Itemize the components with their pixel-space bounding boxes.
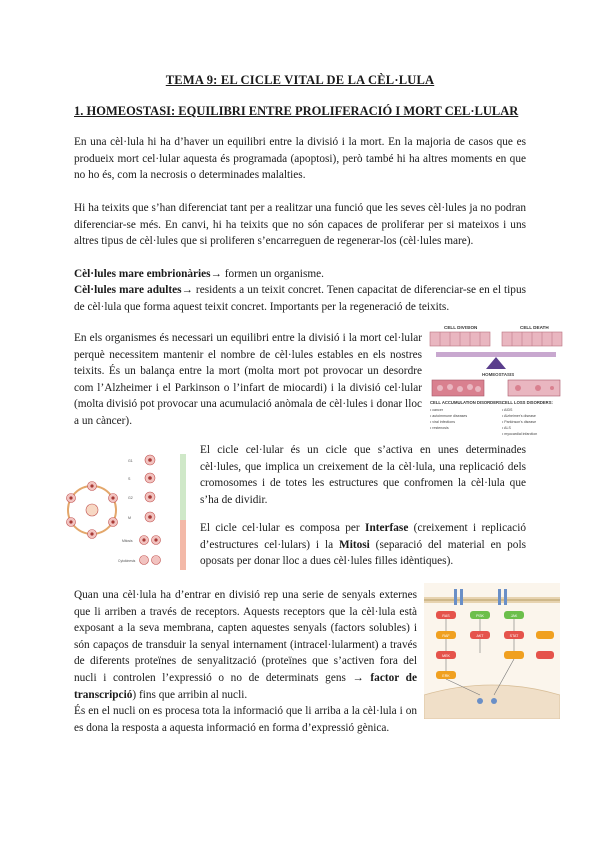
page-title: TEMA 9: EL CICLE VITAL DE LA CÈL·LULA (165, 73, 435, 87)
text-cicle-e: (separació del material en pols oposats per donar lloc a dues cèl·lules filles idèntiques). (200, 538, 526, 568)
receptor (460, 589, 463, 605)
pathway-label: MEK (442, 654, 450, 658)
paragraph-equilibri: En una cèl·lula hi ha d’haver un equilibri entre la divisió i la mort. En la majoria de casos que es produeix mort cel·lular aquesta és programada (apoptosi), però també hi ha altres moments en que no ho és, com la necrosis o determinades malalties. (74, 136, 526, 182)
label-homeostasis: HOMEOSTASIS (482, 372, 515, 377)
term-mitosi: Mitosi (339, 538, 370, 551)
term-factor-transcripcio: factor de transcripció (74, 671, 417, 701)
section-heading: 1. HOMEOSTASI: EQUILIBRI ENTRE PROLIFERACIÓ I MORT CEL·LULAR (74, 104, 519, 118)
paragraph-balanca: En els organismes és necessari un equilibri entre la divisió i la mort cel·lular perquè necessitem mantenir el nombre de cèl·lules estables en els nostres teixits. És un balança entre la mort (molta mort pot provocar un desordre com l’Alzheimer i el Parkinson o l’infart de miocardi) i la divisió cel·lular (molta divisió pot provocar una acumulació anòmala de cèl·lules i donar lloc a un càncer). (74, 332, 422, 427)
term-embrionaries: Cèl·lules mare embrionàries (74, 268, 211, 280)
stage-column (140, 454, 187, 570)
text-adultes: → residents a un teixit concret. Tenen capacitat de diferenciar-se en el tipus de cèl·lula que forma aquest teixit concret. Importants per la regeneració de teixits. (74, 284, 526, 313)
cycle-wheel (67, 482, 118, 539)
transcription-factor (491, 698, 497, 704)
pathway-node-unlabeled (536, 651, 554, 659)
label-accumulation: CELL ACCUMULATION DISORDERS: (430, 400, 504, 405)
term-adultes: Cèl·lules mare adultes (74, 284, 182, 296)
pathway-node-unlabeled (504, 651, 524, 659)
pathway-label: AKT (476, 634, 484, 638)
loss-item: • myocardial infarction (502, 432, 538, 436)
paragraph-cicle: El cicle cel·lular és un cicle que s’activa en unes determinades cèl·lules, que implica un creixement de la cèl·lula, una replicació dels cromosomes i de totes les estructures que confromen la cèl·lula que s’ha de dividir. (200, 444, 526, 506)
text-senyals-c: ) fins que arribin al nucli. (132, 688, 248, 701)
left-accumulation-tissue (432, 380, 484, 396)
text-senyals-a: Quan una cèl·lula ha d’entrar en divisió rep una serie de senyals externes que li arriben a través de receptors. Aquests receptors que la cèl·lula està exposant a la seva membrana, capten aquestes senyals (factors solubles) i són capaços de transduir la senyal internament (intracel·lularment) a través de diferents proteïnes de senyalització (proteïnes que s’activen fora del nucli i controlen l’expressió o no de determinats gens → (74, 589, 417, 684)
receptor (498, 589, 501, 605)
loss-item: • AIDS (502, 408, 513, 412)
label-cell-death: CELL DEATH (520, 325, 549, 330)
pathway-label: ERK (442, 674, 450, 678)
acc-item: • restenosis (430, 426, 449, 430)
paragraph-embrionaries (74, 266, 526, 283)
acc-item: • viral infections (430, 420, 456, 424)
stage-label: M (128, 516, 131, 520)
pathway-label: JAK (510, 614, 518, 618)
loss-item: • Alzheimer's disease (502, 414, 536, 418)
stage-label: G1 (128, 459, 133, 463)
right-loss-tissue (508, 380, 560, 396)
label-cell-division: CELL DIVISION (444, 325, 478, 330)
acc-item: • autoimmune diseases (430, 414, 468, 418)
paragraph-interfase-mitosi (200, 520, 526, 570)
text-embrionaries: → formen un organisme. (210, 268, 324, 280)
text-cicle-c: (creixement i replicació d’estructures cel·lulars) i la (200, 522, 526, 551)
homeostasis-figure (428, 322, 564, 440)
pathway-label: RAF (442, 634, 450, 638)
pathway-node-unlabeled (536, 631, 554, 639)
transcription-factor (477, 698, 483, 704)
pathway-label: STAT (509, 634, 519, 638)
text-cicle-a: El cicle cel·lular es composa per (200, 522, 366, 534)
left-tissue (430, 332, 490, 346)
receptor (504, 589, 507, 605)
paragraph-senyals (74, 587, 417, 703)
paragraph-nucli: És en el nucli on es procesa tota la informació que li arriba a la cèl·lula i on es dona la resposta a aquesta informació en forma d’expressió gènica. (74, 705, 417, 734)
paragraph-teixits: Hi ha teixits que s’han diferenciat tant per a realitzar una funció que les seves cèl·lules ja no podran diferenciar-se més. En canvi, hi ha teixits que no són capaces de proliferar per si mateixos i uns altres tipus de cèl·lules que si proliferen s’encarreguen de regenerar-los (cèl·lules mare). (74, 202, 526, 248)
pathway-label: RAS (442, 614, 450, 618)
balance-beam (436, 352, 556, 357)
label-loss: CELL LOSS DISORDERS: (502, 400, 553, 405)
loss-item: • Parkinson's disease (502, 420, 537, 424)
stage-label: Cytokinesis (118, 559, 136, 563)
receptor (454, 589, 457, 605)
right-tissue (502, 332, 562, 346)
cell-cycle-figure (62, 450, 190, 574)
stage-label: G2 (128, 496, 133, 500)
pathway-label: PI3K (476, 614, 484, 618)
paragraph-adultes (74, 282, 526, 315)
acc-item: • cancer (430, 408, 444, 412)
stage-label: S (128, 477, 131, 481)
signaling-pathway-figure (424, 583, 560, 719)
term-interfase: Interfase (365, 522, 409, 534)
loss-item: • ALS (502, 426, 511, 430)
stage-label: Mitosis (122, 539, 133, 543)
